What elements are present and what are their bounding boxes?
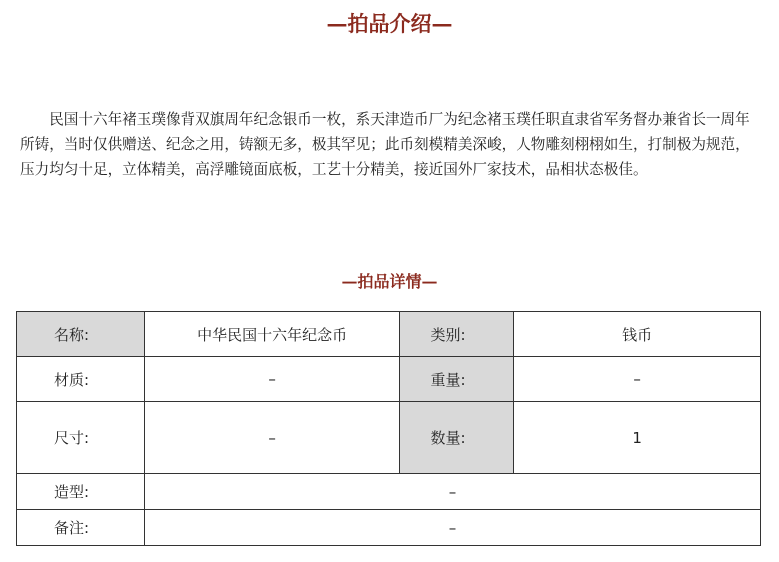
- table-row: [17, 474, 761, 510]
- name-value: 中华民国十六年纪念币: [144, 312, 400, 357]
- quantity-label: 数量:: [400, 402, 514, 474]
- weight-value: –: [514, 357, 761, 402]
- size-value: –: [144, 402, 400, 474]
- category-label: 类别:: [400, 312, 514, 357]
- table-row: [17, 402, 761, 474]
- material-label: 材质:: [17, 357, 145, 402]
- category-value: 钱币: [514, 312, 761, 357]
- note-value: –: [144, 510, 760, 546]
- details-title: —拍品详情—: [341, 272, 438, 291]
- shape-value: –: [144, 474, 760, 510]
- intro-text: 民国十六年褚玉璞像背双旗周年纪念银币一枚，系天津造币厂为纪念褚玉璞任职直隶省军务督办兼省长一周年所铸，当时仅供赠送、纪念之用，铸额无多，极其罕见；此币刻模精美深峻，人物雕刻栩栩如生，打制极为规范，压力均匀十足，立体精美，高浮雕镜面底板，工艺十分精美，接近国外厂家技术，品相状态极佳。: [20, 111, 750, 178]
- quantity-value: 1: [514, 402, 761, 474]
- name-label: 名称:: [17, 312, 145, 357]
- note-label: 备注:: [17, 510, 145, 546]
- material-value: –: [144, 357, 400, 402]
- size-label: 尺寸:: [17, 402, 145, 474]
- table-row: [17, 312, 761, 357]
- table-row: [17, 510, 761, 546]
- details-table: [16, 311, 761, 546]
- shape-label: 造型:: [17, 474, 145, 510]
- weight-label: 重量:: [400, 357, 514, 402]
- table-row: [17, 357, 761, 402]
- intro-title: —拍品介绍—: [326, 11, 453, 36]
